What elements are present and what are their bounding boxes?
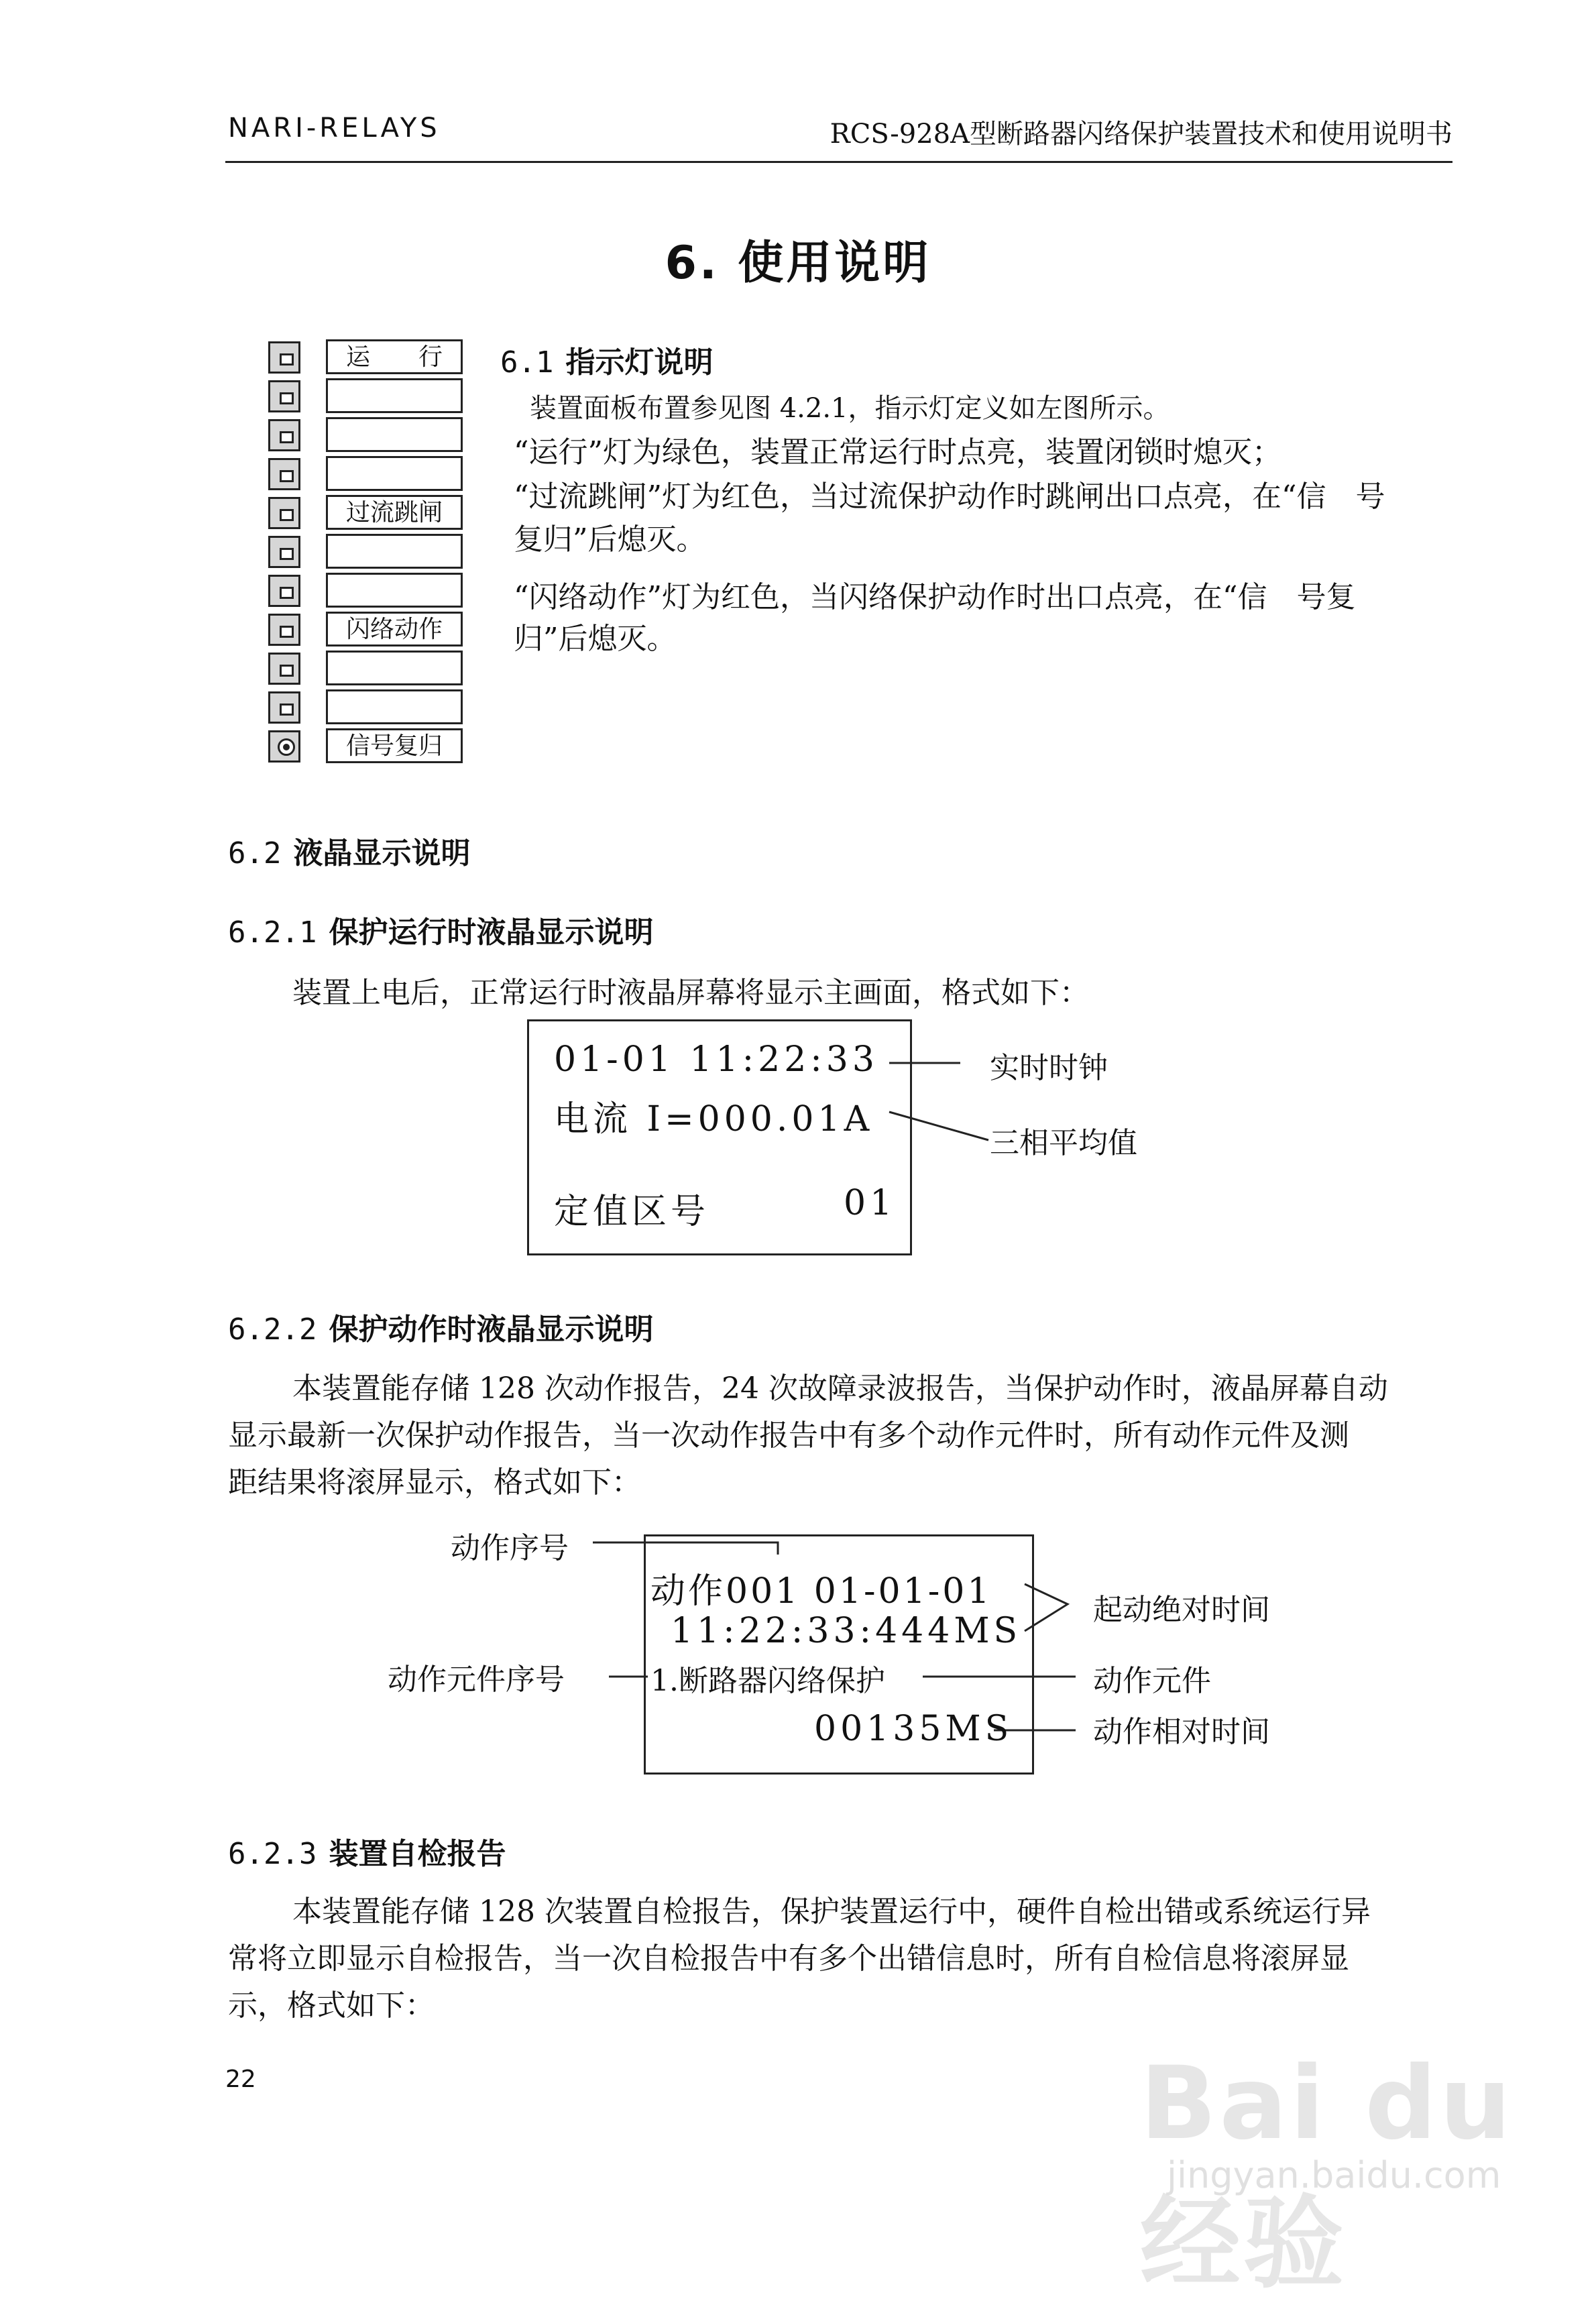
section-6-2-2-heading bbox=[228, 1305, 653, 1348]
section-title: 保护动作时液晶显示说明 bbox=[329, 1312, 654, 1347]
annotation-element: 动作元件 bbox=[1093, 1664, 1211, 1698]
sec623-line3: 示，格式如下： bbox=[228, 1988, 435, 2023]
sec622-line3: 距结果将滚屏显示，格式如下： bbox=[228, 1465, 641, 1500]
section-number: 6.2.3 bbox=[228, 1837, 317, 1871]
sec61-p3b: 归”后熄灭。 bbox=[514, 622, 677, 656]
lcd-element-line: 1.断路器闪络保护 bbox=[650, 1664, 885, 1698]
annotation-three-phase-average: 三相平均值 bbox=[990, 1126, 1137, 1160]
header-doc-title: RCS-928A型断路器闪络保护装置技术和使用说明书 bbox=[830, 119, 1452, 150]
section-number: 6.2.1 bbox=[228, 915, 317, 950]
lcd-abs-time-line: 11:22:33:444MS bbox=[671, 1611, 1022, 1651]
sec61-p1: “运行”灯为绿色，装置正常运行时点亮，装置闭锁时熄灭； bbox=[514, 435, 1281, 469]
section-title: 指示灯说明 bbox=[565, 345, 714, 380]
section-number: 6.1 bbox=[500, 345, 554, 380]
sec61-p2b: 复归”后熄灭。 bbox=[514, 522, 706, 557]
lcd-setting-zone-label: 定值区号 bbox=[554, 1192, 710, 1232]
sec622-line2: 显示最新一次保护动作报告，当一次动作报告中有多个动作元件时，所有动作元件及测 bbox=[228, 1418, 1349, 1453]
section-title: 装置自检报告 bbox=[329, 1837, 506, 1871]
annotation-rel-time: 动作相对时间 bbox=[1093, 1715, 1270, 1749]
led-label: 过流跳闸 bbox=[326, 495, 463, 530]
sec61-intro: 装置面板布置参见图 4.2.1，指示灯定义如左图所示。 bbox=[530, 393, 1170, 424]
annotation-action-seq: 动作序号 bbox=[451, 1531, 569, 1565]
annotation-element-seq: 动作元件序号 bbox=[388, 1663, 565, 1697]
lcd-clock-line: 01-01 11:22:33 bbox=[554, 1039, 878, 1080]
sec61-p3a: “闪络动作”灯为红色，当闪络保护动作时出口点亮，在“信 号复 bbox=[514, 580, 1356, 614]
section-6-2-3-heading bbox=[228, 1830, 506, 1872]
led-label: 闪络动作 bbox=[326, 612, 463, 646]
annotation-abs-time: 起动绝对时间 bbox=[1093, 1593, 1270, 1627]
annotation-realtime-clock: 实时时钟 bbox=[990, 1051, 1108, 1085]
page-number: 22 bbox=[225, 2066, 256, 2093]
lcd-rel-time-line: 00135MS bbox=[814, 1709, 1013, 1749]
sec623-line2: 常将立即显示自检报告，当一次自检报告中有多个出错信息时，所有自检信息将滚屏显 bbox=[228, 1942, 1349, 1976]
lcd-current-line: 电流 I=000.01A bbox=[554, 1099, 874, 1139]
lcd-setting-zone-value: 01 bbox=[844, 1183, 897, 1223]
section-title: 保护运行时液晶显示说明 bbox=[329, 915, 654, 950]
led-label: 运 行 bbox=[326, 339, 463, 374]
section-number: 6.2 bbox=[228, 836, 282, 870]
sec61-p2a: “过流跳闸”灯为红色，当过流保护动作时跳闸出口点亮，在“信 号 bbox=[514, 480, 1385, 514]
sec623-line1: 本装置能存储 128 次装置自检报告，保护装置运行中，硬件自检出错或系统运行异 bbox=[292, 1895, 1371, 1929]
chapter-title: 6. 使用说明 bbox=[665, 237, 931, 290]
section-number: 6.2.2 bbox=[228, 1312, 317, 1347]
watermark-url: jingyan.baidu.com bbox=[1167, 2154, 1501, 2196]
led-label: 信号复归 bbox=[326, 728, 463, 763]
lcd-action-seq-line: 动作001 01-01-01 bbox=[650, 1571, 992, 1612]
sec621-text: 装置上电后，正常运行时液晶屏幕将显示主画面，格式如下： bbox=[292, 976, 1089, 1010]
sec622-line1: 本装置能存储 128 次动作报告，24 次故障录波报告，当保护动作时，液晶屏幕自动 bbox=[292, 1371, 1388, 1406]
header-brand: NARI-RELAYS bbox=[228, 113, 441, 144]
watermark-logo: Bai du 经验 bbox=[1140, 2045, 1514, 2302]
section-title: 液晶显示说明 bbox=[293, 836, 471, 870]
